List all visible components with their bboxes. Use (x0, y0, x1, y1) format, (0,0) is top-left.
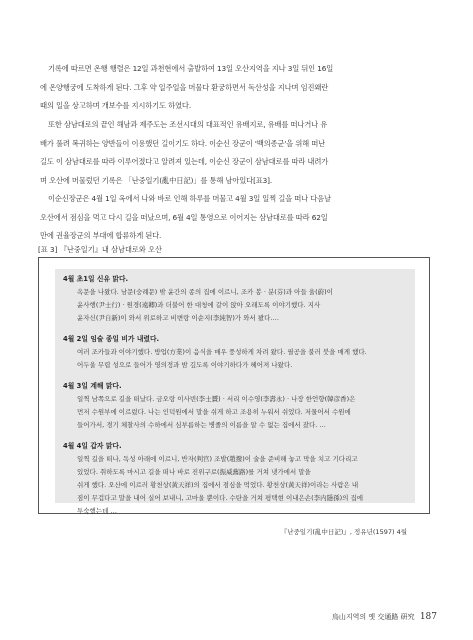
running-title: 烏山지역의 옛 交通路 研究 (331, 613, 415, 621)
entry-title: 4월 2일 임술 종일 비가 내렸다. (63, 335, 160, 343)
entry-line: 있었다. 취하도록 마시고 길을 떠나 바로 진위구로(振威舊路)를 거쳐 냇가에서 말을 (77, 468, 311, 476)
diary-entry-apr-1 (63, 273, 407, 325)
entry-line: 일찍 남쪽으로 길을 떠났다. 금오랑 이사빈(李士贇) · 서리 이수영(李壽永) · 나장 한언향(韓彦香)은 (77, 395, 356, 403)
paragraph-line: 이순신장군은 4월 1일 옥에서 나와 바로 인해 하루를 머물고 4월 3일 일찍 길을 떠나 다음날 (48, 194, 331, 203)
entry-line: 들어가서, 경기 체찰사의 수하에서 심부름하는 병졸의 이름을 알 수 없는 집에서 잤다. … (77, 421, 326, 429)
entry-line: 여러 조카들과 이야기했다. 방업(方業)이 음식을 매우 풍성하게 차려 왔다. 필공을 불러 붓을 매게 했다. (77, 348, 367, 356)
body-paragraph-1 (40, 60, 438, 116)
body-paragraph-2 (40, 116, 438, 190)
entry-line: 먼저 수원부에 이르렀다. 나는 인덕원에서 말을 쉬게 하고 조용히 누워서 쉬었다. 저물어서 수원에 (77, 408, 351, 416)
paragraph-line: 만에 권율장군의 부대에 합류하게 된다. (40, 231, 162, 241)
paragraph-line: 배가 풀려 복귀하는 양반들이 이용했던 길이기도 하다. 이순신 장군이 '백의종군'을 위해 떠난 (40, 138, 325, 148)
paragraph-line: 기록에 따르면 온행 행렬은 12일 과천현에서 출발하여 13일 오산지역을 지나 3일 뒤인 16일 (48, 64, 334, 73)
entry-line: 어두울 무렵 성으로 들어가 영의정과 밤 깊도록 이야기하다가 헤어져 나왔다. (77, 361, 293, 369)
entry-title: 4월 초1일 신유 맑다. (63, 275, 129, 283)
paragraph-line: 에 온양행궁에 도착하게 된다. 그후 약 일주일을 머물다 환궁하면서 독산성을 지나며 임진왜란 (40, 82, 329, 92)
diary-entry-apr-3 (63, 380, 407, 432)
table-caption: [표 3] 『난중일기』내 삼남대로와 오산 (38, 245, 162, 254)
diary-entry-apr-4 (63, 440, 407, 518)
paragraph-line: 길도 이 삼남대로를 따라 이루어졌다고 알려져 있는데, 이순신 장군이 삼남대로를 따라 내려가 (40, 157, 329, 167)
page-footer (332, 612, 437, 622)
paragraph-line: 오산에서 점심을 먹고 다시 길을 떠났으며, 6월 4일 통영으로 이어지는 삼남대로를 따라 62일 (40, 212, 328, 222)
entry-title: 4월 4일 갑자 맑다. (63, 442, 122, 450)
paragraph-line: 며 오산에 머물렀던 기록은 「난중일기(亂中日記)」를 통해 남아있다[표3]. (40, 175, 273, 185)
entry-line: 윤자신(尹自新)이 와서 위로하고 비변랑 이순지(李純智)가 와서 봤다.… (77, 314, 279, 322)
entry-line: 일찍 길을 떠나, 독성 아래에 이르니, 반자(判官) 조발(趙撥)이 술을 준비해 놓고 막을 치고 기다리고 (77, 455, 358, 463)
source-citation: 『난중일기(亂中日記)』, 정유년(1597) 4월 (280, 528, 407, 536)
entry-title: 4월 3일 계해 맑다. (63, 382, 122, 390)
entry-line: 윤사행(尹士行) · 원경(遠卿)과 더불어 한 대청에 같이 앉아 오래도록 이야기했다. 지사 (77, 301, 321, 309)
page-number: 187 (419, 612, 437, 622)
entry-line: 옥문을 나왔다. 남문(숭례문) 밖 윤간의 종의 집에 이르니, 조카 봉 · 분(芬)과 아들 울(蔚)이 (77, 288, 333, 296)
entry-line: 짐이 무겁다고 말을 내어 실어 보내니, 고마울 뿐이다. 수탄을 거쳐 평택현 이내은손(李内隱孫)의 집에 (77, 494, 364, 502)
paragraph-line: 또한 삼남대로의 끝인 해남과 제주도는 조선시대의 대표적인 유배지로, 유배를 떠나거나 유 (48, 120, 328, 129)
diary-excerpt-panel (55, 269, 415, 536)
entry-line: 투숙했는데 … (77, 507, 117, 515)
diary-entry-apr-2 (63, 333, 407, 372)
body-paragraph-3 (40, 190, 438, 246)
table-box (38, 257, 430, 536)
entry-line: 쉬게 했다. 오산에 이르러 황천상(黃天祥)의 집에서 점심을 먹었다. 황천상(黃天祥)이라는 사람은 내 (77, 481, 359, 489)
paragraph-line: 때의 일을 상고하며 개보수를 지시하기도 하였다. (40, 101, 191, 111)
